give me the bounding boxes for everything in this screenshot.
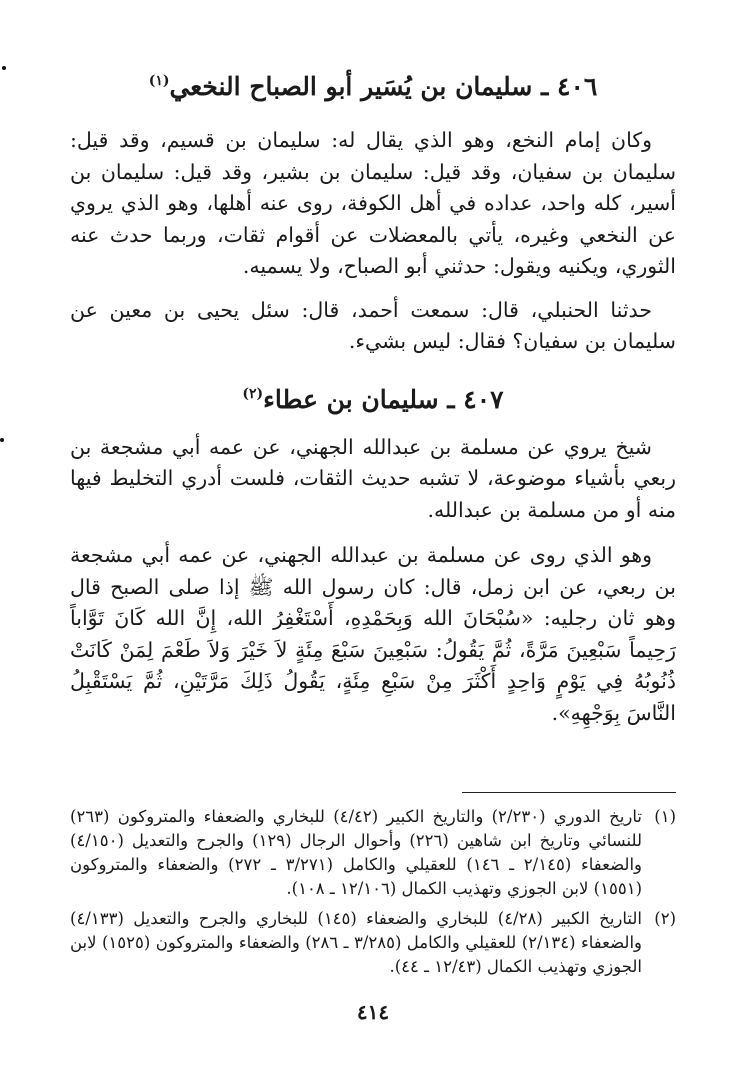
footnote-ref: (١) (148, 73, 170, 89)
entry-paragraph: وهو الذي روى عن مسلمة بن عبدالله الجهني، عن عمه أبي مشجعة بن ربعي، عن ابن زمل، قال: كان رسول الله ﷺ إذا صلى الصبح قال وهو ثان رجليه: «سُبْحَانَ الله وَبِحَمْدِهِ، أَسْتَغْفِرُ الله، إِنَّ الله كَانَ تَوَّاباً رَحِيماً سَبْعِينَ مَرَّةً، ثُمَّ يَقُولُ: سَبْعِينَ سَبْعَ مِئَةٍ لاَ خَيْرَ وَلاَ طَعْمَ لِمَنْ كَانَتْ ذُنُوبُهُ فِي يَوْمٍ وَاحِدٍ أَكْثَرَ مِنْ سَبْعِ مِئَةٍ، يَقُولُ ذَلِكَ مَرَّتَيْنِ، ثُمَّ يَسْتَقْبِلُ النَّاسَ بِوَجْهِهِ». (70, 543, 676, 725)
entry-heading-text: ٤٠٦ ـ سليمان بن يُسَير أبو الصباح النخعي (169, 72, 598, 101)
footnote-text: التاريخ الكبير (٤/٢٨) للبخاري والضعفاء (١٤٥) للبخاري والجرح والتعديل (٤/١٣٣) والضعفاء (٢/١٣٤) للعقيلي والكامل (٣/٢٨٥ ـ ٢٨٦) والضعفاء والمتروكون (١٥٢٥) لابن الجوزي وتهذيب الكمال (١٢/٤٣ ـ ٤٤). (70, 909, 642, 976)
book-page (70, 55, 676, 1065)
scan-speck (2, 66, 6, 70)
entry-paragraph: وكان إمام النخع، وهو الذي يقال له: سليمان بن قسيم، وقد قيل: سليمان بن سفيان، وقد قيل: سليمان بن بشير، وقد قيل: سليمان بن أسير، كله واحد، عداده في أهل الكوفة، روى عنه أهلها، وهو الذي يروي عن النخعي وغيره، يأتي بالمعضلات عن أقوام ثقات، وربما حدث عنه الثوري، ويكنيه ويقول: حدثني أبو الصباح، ولا يسميه. (70, 128, 676, 278)
footnote-ref: (٢) (242, 385, 264, 402)
footnote-item (70, 907, 676, 979)
scan-speck (0, 438, 4, 442)
entry-heading-407 (70, 376, 676, 418)
entry-paragraph: حدثنا الحنبلي، قال: سمعت أحمد، قال: سئل يحيى بن معين عن سليمان بن سفيان؟ فقال: ليس بشيء. (70, 297, 676, 353)
footnote-number: (٢) (654, 909, 676, 928)
footnotes (70, 805, 676, 985)
footnote-item (70, 805, 676, 901)
page-number: ٤١٤ (356, 1000, 390, 1024)
footnote-text: تاريخ الدوري (٢/٢٣٠) والتاريخ الكبير (٤/٤٢) للبخاري والضعفاء والمتروكون (٢٦٣) للنسائي وتاريخ ابن شاهين (٢٢٦) وأحوال الرجال (١٢٩) والجرح والتعديل (٤/١٥٠) والضعفاء (٢/١٤٥ ـ ١٤٦) للعقيلي والكامل (٣/٢٧١ ـ ٢٧٢) والضعفاء والمتروكون (١٥٥١) لابن الجوزي وتهذيب الكمال (١٢/١٠٦ ـ ١٠٨). (70, 807, 642, 898)
footnote-number: (١) (654, 807, 676, 826)
entry-heading-text: ٤٠٧ ـ سليمان بن عطاء (263, 384, 504, 414)
entry-heading-406 (70, 63, 676, 105)
entry-paragraph: شيخ يروي عن مسلمة بن عبدالله الجهني، عن عمه أبي مشجعة بن ربعي بأشياء موضوعة، لا تشبه حديث الثقات، فلست أدري التخليط فيها منه أو من مسلمة بن عبدالله. (70, 434, 676, 522)
footnote-divider (462, 792, 676, 793)
